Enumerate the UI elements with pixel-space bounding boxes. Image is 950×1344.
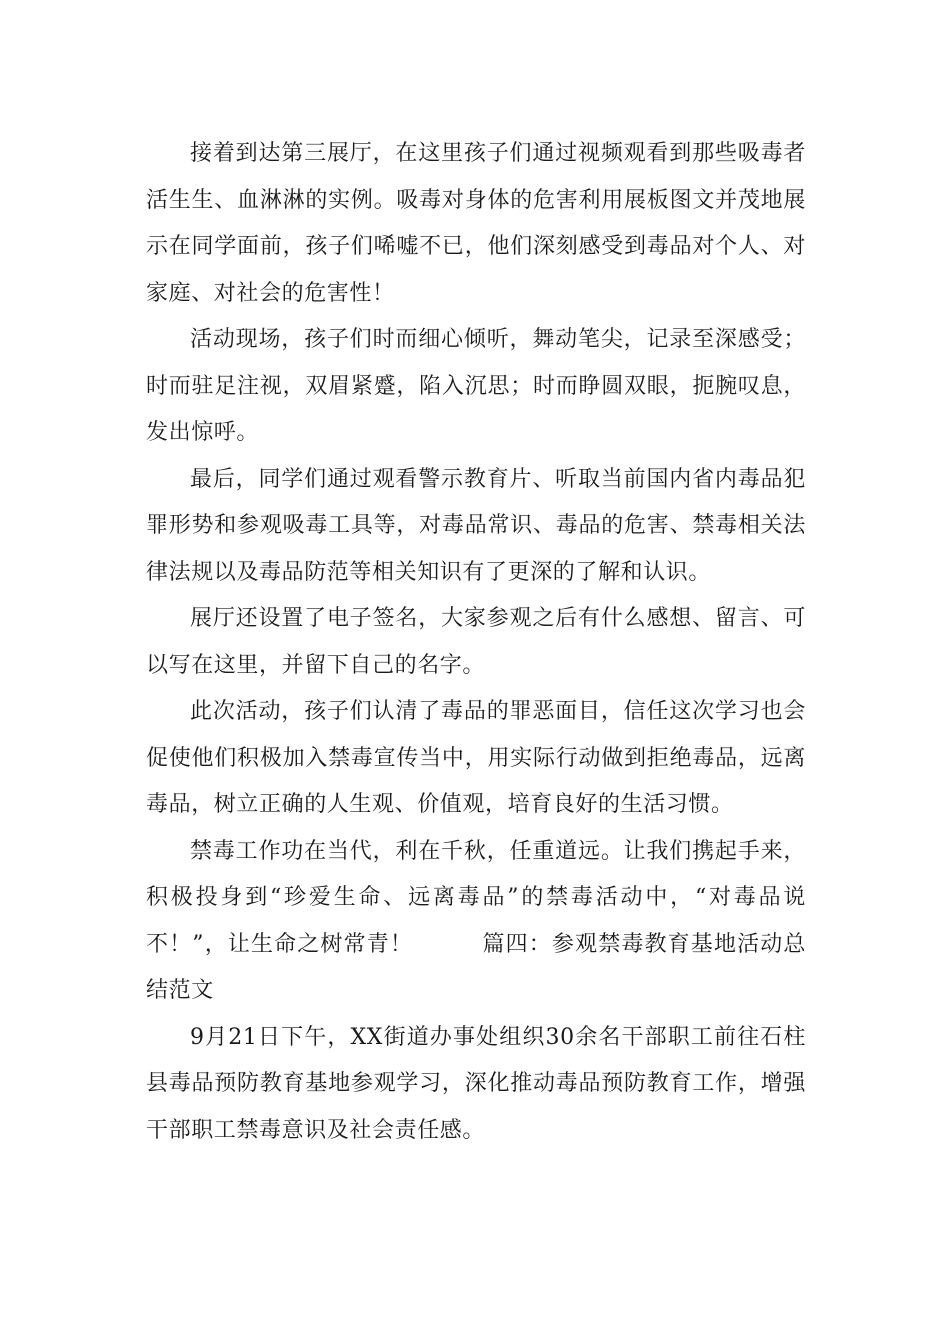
paragraph: 此次活动，孩子们认清了毒品的罪恶面目，信任这次学习也会促使他们积极加入禁毒宣传当中，用实际行动做到拒绝毒品，远离毒品，树立正确的人生观、价值观，培育良好的生活习惯。	[146, 699, 806, 817]
paragraph: 展厅还设置了电子签名，大家参观之后有什么感想、留言、可以写在这里，并留下自己的名字。	[146, 606, 806, 678]
document-body	[146, 131, 806, 1154]
paragraph: 接着到达第三展厅，在这里孩子们通过视频观看到那些吸毒者活生生、血淋淋的实例。吸毒对身体的危害利用展板图文并茂地展示在同学面前，孩子们唏嘘不已，他们深刻感受到毒品对个人、对家庭、对社会的危害性！	[146, 141, 806, 306]
paragraph: 9月21日下午，XX街道办事处组织30余名干部职工前往石柱县毒品预防教育基地参观学习，深化推动毒品预防教育工作，增强干部职工禁毒意识及社会责任感。	[146, 1024, 806, 1143]
paragraph: 禁毒工作功在当代，利在千秋，任重道远。让我们携起手来，积极投身到“珍爱生命、远离毒品”的禁毒活动中，“对毒品说不！”，让生命之树常青！ 篇四：参观禁毒教育基地活动总结范文	[146, 838, 806, 1003]
paragraph: 最后，同学们通过观看警示教育片、听取当前国内省内毒品犯罪形势和参观吸毒工具等，对毒品常识、毒品的危害、禁毒相关法律法规以及毒品防范等相关知识有了更深的了解和认识。	[146, 466, 806, 585]
paragraph: 活动现场，孩子们时而细心倾听，舞动笔尖，记录至深感受；时而驻足注视，双眉紧蹙，陷入沉思；时而睁圆双眼，扼腕叹息，发出惊呼。	[146, 327, 806, 445]
